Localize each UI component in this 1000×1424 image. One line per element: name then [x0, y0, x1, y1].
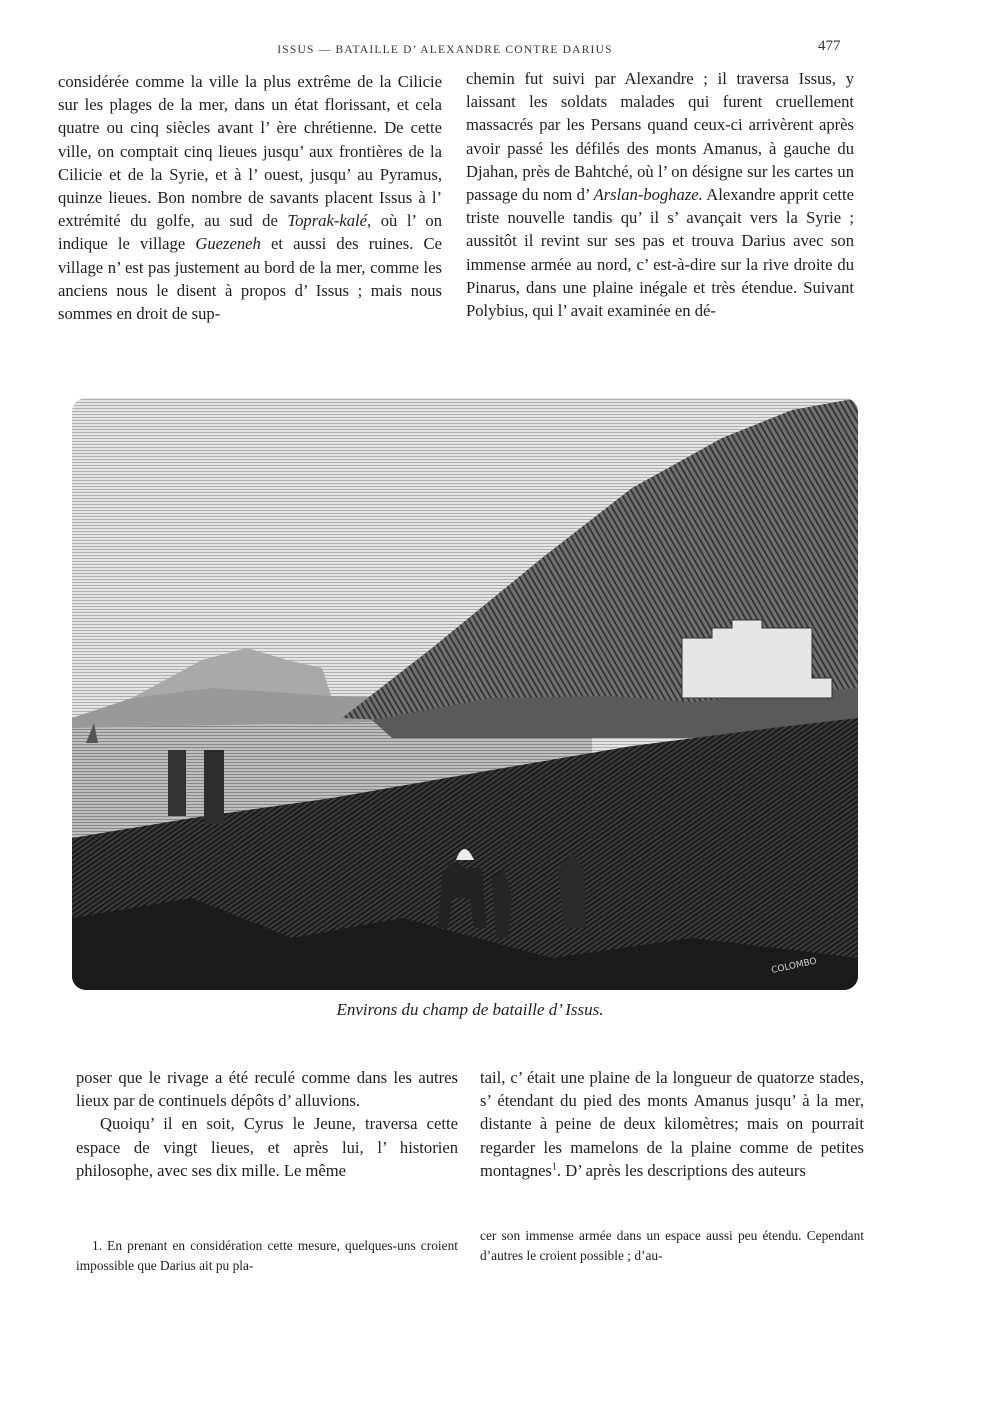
landscape-engraving — [72, 398, 858, 990]
paragraph — [480, 1066, 864, 1182]
footnote-text: cer son immense armée dans un espace aussi peu étendu. Cependant d’autres le croient possible ; d’au- — [480, 1228, 864, 1263]
text-column-bottom-left — [76, 1066, 458, 1182]
text-column-bottom-right — [480, 1066, 864, 1182]
footnote-right — [480, 1226, 864, 1266]
paragraph — [58, 70, 442, 325]
text-run: Alexandre apprit cette triste nouvelle tandis qu’ il s’ avançait vers la Syrie ; aussitôt il revint sur ses pas et trouva Darius avec son immense armée au nord, c’ est-à-dire sur la rive droite du Pinarus, dans une plaine inégale et très étendue. Suivant Polybius, qui l’ avait examinée en dé- — [466, 185, 854, 321]
footnote-left — [76, 1236, 458, 1276]
place-name-arslan-boghaze: Arslan-boghaze. — [593, 185, 703, 205]
engraver-signature: COLOMBO — [770, 956, 818, 976]
page-number: 477 — [818, 38, 841, 54]
text-column-top-right — [466, 67, 854, 322]
running-title: ISSUS — BATAILLE D’ ALEXANDRE CONTRE DARIUS — [277, 44, 613, 56]
paragraph — [466, 67, 854, 322]
text-run: tail, c’ était une plaine de la longueur de quatorze stades, s’ étendant du pied des monts Amanus jusqu’ à la mer, distante à peine de deux kilomètres; mais on pourrait regarder les mamelons de la plaine comme de petites montagnes — [480, 1068, 864, 1180]
footnote-text: 1. En prenant en considération cette mesure, quelques-uns croient impossible que Darius ait pu pla- — [76, 1238, 458, 1273]
place-name-guezeneh: Guezeneh — [195, 234, 261, 254]
text-column-top-left — [58, 70, 442, 325]
text-run: où l’ on indique le village — [58, 211, 442, 254]
illustration-caption: Environs du champ de bataille d’ Issus. — [336, 1000, 604, 1019]
place-name-toprak-kale: Toprak-kalé, — [287, 211, 372, 231]
paragraph: Quoiqu’ il en soit, Cyrus le Jeune, traversa cette espace de vingt lieues, et après lui, l’ historien philosophe, avec ses dix mille. Le même — [76, 1114, 458, 1180]
text-run: et aussi des ruines. Ce village n’ est pas justement au bord de la mer, comme les anciens nous le disent à propos d’ Issus ; mais nous sommes en droit de sup- — [58, 234, 442, 324]
ruined-pillar — [204, 750, 224, 824]
footnote-reference[interactable]: 1 — [551, 1161, 557, 1173]
text-run: considérée comme la ville la plus extrême de la Cilicie sur les plages de la mer, dans un état florissant, et cela quatre ou cinq siècles avant l’ ère chrétienne. De cette ville, on comptait cinq lieues jusqu’ aux frontières de la Cilicie et de la Syrie, et à l’ ouest, jusqu’ au Pyramus, quinze lieues. Bon nombre de savants placent Issus à l’ extrémité du golfe, au sud de — [58, 72, 442, 231]
engraving-illustration — [72, 398, 858, 990]
paragraph: poser que le rivage a été reculé comme dans les autres lieux par de continuels dépôts d’ alluvions. — [76, 1068, 458, 1111]
text-run: . D’ après les descriptions des auteurs — [556, 1160, 806, 1180]
ruined-pillar — [168, 750, 186, 816]
text-run: chemin fut suivi par Alexandre ; il traversa Issus, y laissant les soldats malades qui furent cruellement massacrés par les Persans quand ceux-ci arrivèrent après avoir passé les défilés des monts Amanus, à gauche du Djahan, près de Bahtché, où l’ on désigne sur les cartes un passage du nom d’ — [466, 69, 854, 205]
